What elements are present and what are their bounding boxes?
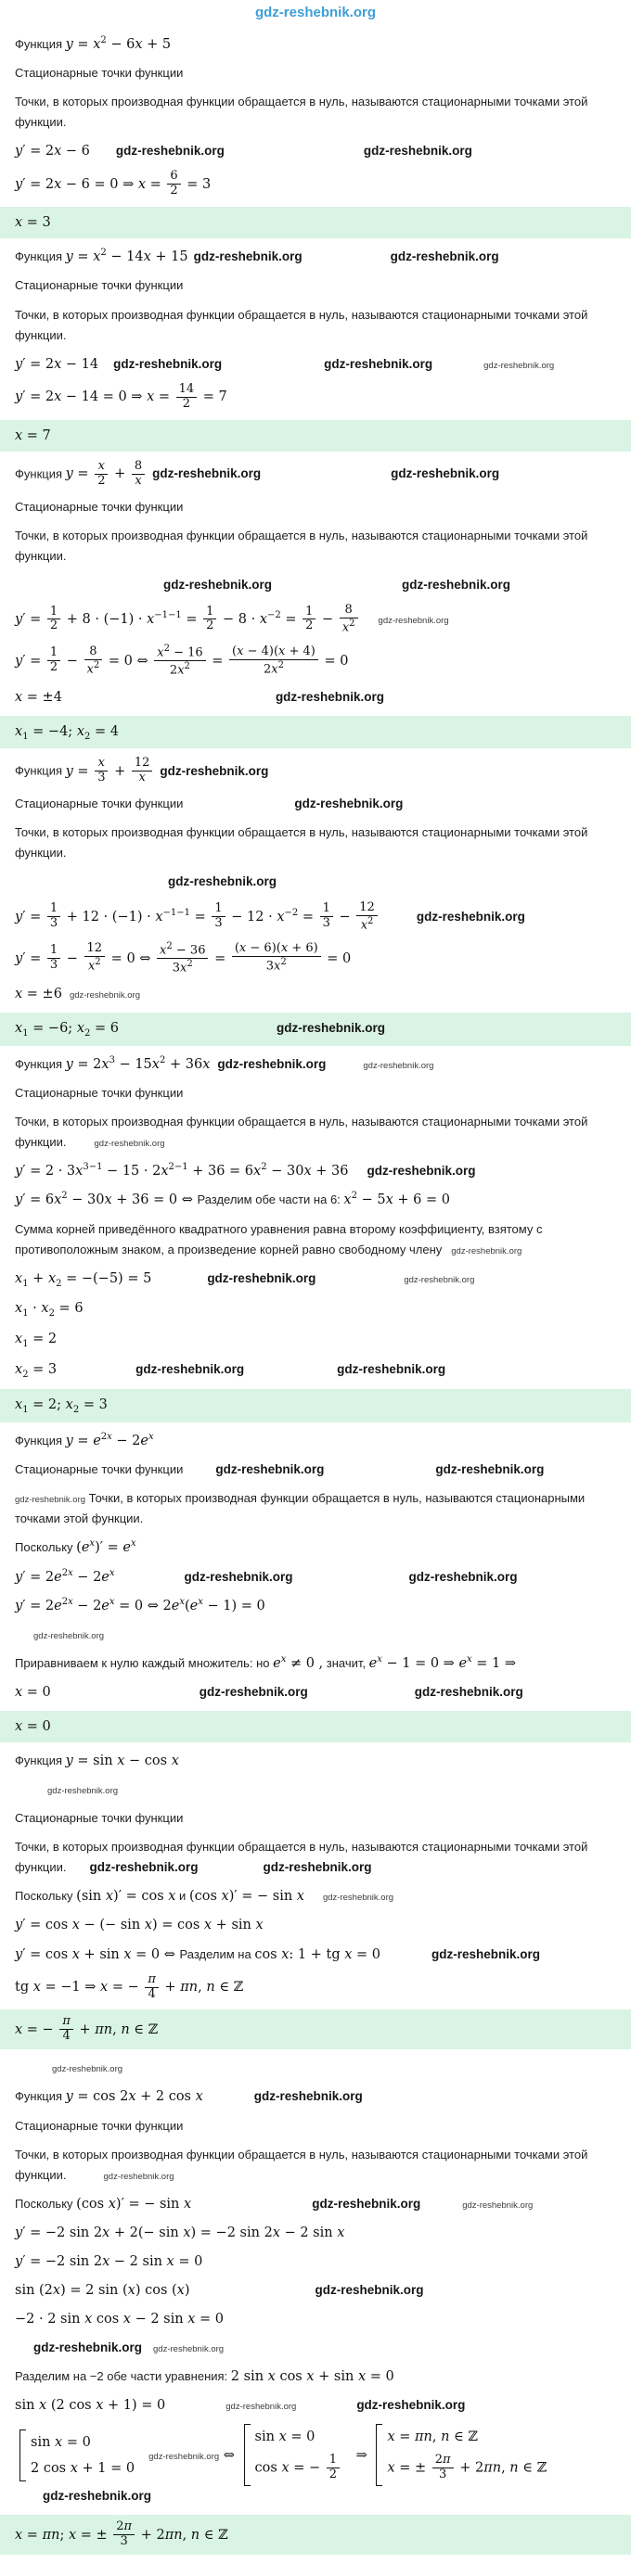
text: Функция <box>15 1753 66 1767</box>
doc-line <box>15 275 616 296</box>
doc-line <box>15 2251 616 2272</box>
text: Точки, в которых производная функции обращается в нуль, называются стационарными точками этой функции. <box>15 825 588 861</box>
watermark: gdz-reshebnik.org <box>324 356 433 371</box>
doc-line <box>15 757 616 785</box>
document-body <box>15 34 616 2555</box>
watermark: gdz-reshebnik.org <box>168 874 277 889</box>
formula: sin (2x) = 2 sin (x) cos (x) <box>15 2282 190 2298</box>
watermark-small: gdz-reshebnik.org <box>462 2200 534 2211</box>
watermark: gdz-reshebnik.org <box>402 577 511 592</box>
text: Приравниваем к нулю каждый множитель: но <box>15 1655 274 1670</box>
text: Поскольку <box>15 2196 77 2211</box>
doc-line <box>15 2338 616 2358</box>
answer-line <box>0 2009 631 2049</box>
watermark: gdz-reshebnik.org <box>160 763 269 778</box>
formula: cos x: 1 + tg x = 0 <box>254 1946 381 1962</box>
watermark-small: gdz-reshebnik.org <box>33 1630 105 1641</box>
watermark: gdz-reshebnik.org <box>312 2196 421 2211</box>
text: Стационарные точки функции <box>15 1462 184 1477</box>
formula: x = 0 <box>15 1718 51 1734</box>
formula: y = sin x − cos x <box>65 1753 179 1768</box>
text: Точки, в которых производная функции обращается в нуль, называются стационарными точками этой функции. <box>15 1115 588 1150</box>
doc-line <box>15 2058 616 2078</box>
formula: $x_2 = 3$ <box>15 1361 58 1380</box>
answer-line <box>0 420 631 452</box>
doc-line <box>15 305 616 346</box>
watermark-small: gdz-reshebnik.org <box>225 2402 297 2413</box>
doc-line <box>15 460 616 489</box>
doc-line <box>15 941 616 976</box>
doc-line <box>15 1596 616 1616</box>
doc-line <box>15 1886 616 1906</box>
watermark: gdz-reshebnik.org <box>416 909 525 924</box>
watermark: gdz-reshebnik.org <box>337 1361 446 1376</box>
doc-line <box>15 1083 616 1103</box>
watermark: gdz-reshebnik.org <box>43 2489 152 2504</box>
text: Функция <box>15 37 66 51</box>
watermark-small: gdz-reshebnik.org <box>363 1061 434 1072</box>
watermark: gdz-reshebnik.org <box>356 2398 466 2413</box>
doc-line <box>15 1460 616 1480</box>
watermark-small: gdz-reshebnik.org <box>153 2344 225 2355</box>
doc-line <box>15 1537 616 1558</box>
watermark: gdz-reshebnik.org <box>184 1569 293 1584</box>
watermark-small: gdz-reshebnik.org <box>94 1139 165 1150</box>
watermark: gdz-reshebnik.org <box>217 1057 327 1072</box>
doc-line <box>15 1625 616 1645</box>
text: и <box>175 1889 189 1904</box>
answer-line <box>0 1389 631 1422</box>
formula: y′ = cos x − (− sin x) = cos x + sin x <box>15 1918 264 1933</box>
watermark-small: gdz-reshebnik.org <box>47 1786 119 1797</box>
doc-line <box>15 170 616 198</box>
text: Функция <box>15 763 66 778</box>
doc-line <box>15 901 616 933</box>
text: Точки, в которых производная функции обращается в нуль, называются стационарными точками этой функции. <box>15 2147 588 2182</box>
formula: $e^x - 1 = 0$ ⇒ $e^x = 1$ ⇒ <box>368 1653 517 1671</box>
watermark-small: gdz-reshebnik.org <box>451 1245 522 1256</box>
watermark: gdz-reshebnik.org <box>215 1462 325 1477</box>
watermark-small: gdz-reshebnik.org <box>322 1893 394 1904</box>
formula: $x_1 = -6$; $x_2 = 6$ <box>15 1021 119 1039</box>
text: Разделим на −2 обе части уравнения: <box>15 2369 231 2384</box>
formula: ⇔ sin x = 0 cos x = − $\frac{1}{2}$ ⇒ x = πn, n ∈ ℤ x = ± $\frac{2\pi}{3}$ + 2πn, n ∈ ℤ <box>219 2448 557 2463</box>
doc-line <box>15 247 616 267</box>
answer-line <box>0 2515 631 2555</box>
watermark: gdz-reshebnik.org <box>89 1860 199 1875</box>
text: Функция <box>15 1057 66 1072</box>
watermark: gdz-reshebnik.org <box>193 249 303 264</box>
formula: (cos x)′ = − sin x <box>188 1889 304 1905</box>
doc-line <box>15 141 616 161</box>
watermark: gdz-reshebnik.org <box>275 689 384 704</box>
site-watermark-link[interactable]: gdz-reshebnik.org <box>254 5 376 20</box>
formula: y′ = −2 sin 2x − 2 sin x = 0 <box>15 2253 203 2269</box>
text: Поскольку <box>15 1889 77 1904</box>
doc-line <box>15 1653 616 1674</box>
formula: $y' = 2e^{2x} - 2e^x = 0$ ⇔ $2e^x(e^x - 1) = 0$ <box>15 1596 265 1613</box>
watermark-small: gdz-reshebnik.org <box>52 2064 123 2075</box>
doc-line <box>15 1298 616 1320</box>
doc-line <box>15 1329 616 1351</box>
text: Стационарные точки функции <box>15 1811 184 1826</box>
text: Поскольку <box>15 1540 77 1555</box>
formula: y′ = 2x − 6 = 0 ⇒ x = $\frac{6}{2}$ = 3 <box>15 169 212 198</box>
doc-line <box>15 644 616 679</box>
doc-line <box>15 2309 616 2329</box>
answer-line <box>0 1711 631 1742</box>
text: Стационарные точки функции <box>15 1086 184 1101</box>
formula: x = ±6 <box>15 987 62 1002</box>
watermark: gdz-reshebnik.org <box>431 1946 541 1961</box>
watermark: gdz-reshebnik.org <box>207 1270 316 1285</box>
doc-line <box>15 604 616 635</box>
watermark: gdz-reshebnik.org <box>163 577 273 592</box>
formula: $e^x \ne 0$ , <box>273 1653 324 1671</box>
formula: $x_1 + x_2 = -(-5) = 5$ <box>15 1270 152 1289</box>
text: Стационарные точки функции <box>15 499 184 514</box>
formula: $(e^x)' = e^x$ <box>76 1538 136 1556</box>
doc-line <box>15 1054 616 1075</box>
text: Точки, в которых производная функции обращается в нуль, называются стационарными точками этой функции. <box>15 95 588 130</box>
answer-line <box>0 1013 631 1046</box>
doc-line <box>15 2424 616 2506</box>
watermark: gdz-reshebnik.org <box>253 2089 363 2104</box>
formula: y′ = $\frac{1}{3}$ + $12 \cdot (-1) \cdot x^{-1-1}$ = $\frac{1}{3}$ − $12 \cdot x^{-2}$ = $\frac{1}{3}$ − $\frac{12}{x^2}$ <box>15 910 380 925</box>
doc-line <box>15 1567 616 1588</box>
watermark: gdz-reshebnik.org <box>33 2340 143 2355</box>
doc-line <box>15 2194 616 2214</box>
doc-line <box>15 2223 616 2243</box>
doc-line <box>15 1112 616 1153</box>
formula: x = 7 <box>15 427 51 443</box>
doc-line <box>15 687 616 708</box>
formula: $x_1 = 2$; $x_2 = 3$ <box>15 1397 108 1416</box>
formula: y′ = $\frac{1}{2}$ + $8 \cdot (-1) \cdot x^{-1-1}$ = $\frac{1}{2}$ − $8 \cdot x^{-2}$ = $\frac{1}{2}$ − $\frac{8}{x^2}$ <box>15 612 360 627</box>
answer-line <box>0 716 631 749</box>
doc-line <box>15 2145 616 2186</box>
formula: sin x = 0 2 cos x + 1 = 0 <box>15 2448 145 2463</box>
formula: x = 3 <box>15 215 51 231</box>
text: Стационарные точки функции <box>15 278 184 293</box>
doc-line <box>15 354 616 375</box>
doc-line <box>15 1973 616 2002</box>
watermark: gdz-reshebnik.org <box>435 1462 545 1477</box>
formula: $y = e^{2x} - 2e^x$ <box>65 1432 154 1449</box>
watermark: gdz-reshebnik.org <box>390 249 499 264</box>
text: Разделим на <box>179 1946 255 1961</box>
doc-line <box>15 1751 616 1771</box>
watermark-small: gdz-reshebnik.org <box>148 2451 220 2462</box>
formula: (sin x)′ = cos x <box>76 1889 176 1905</box>
doc-line <box>15 383 616 412</box>
watermark: gdz-reshebnik.org <box>414 1684 523 1699</box>
doc-line <box>15 1808 616 1829</box>
text: Точки, в которых производная функции обращается в нуль, называются стационарными точками этой функции. <box>15 1840 588 1875</box>
doc-line <box>15 497 616 517</box>
doc-line <box>15 1837 616 1878</box>
doc-line <box>15 1219 616 1260</box>
doc-line <box>15 575 616 595</box>
text: Сумма корней приведённого квадратного уравнения равна второму коэффициенту, взятому с противоположным знаком, а произведение корней равно свободному члену <box>15 1221 543 1256</box>
watermark: gdz-reshebnik.org <box>367 1164 476 1179</box>
formula: $y' = 2 \cdot 3x^{3-1} - 15 \cdot 2x^{2-1} + 36 = 6x^2 - 30x + 36$ <box>15 1162 349 1180</box>
watermark: gdz-reshebnik.org <box>294 797 404 811</box>
doc-line <box>15 34 616 55</box>
doc-line <box>15 1779 616 1800</box>
formula: $y = x^2 - 14x + 15$ <box>65 248 188 265</box>
doc-line <box>15 1682 616 1702</box>
watermark: gdz-reshebnik.org <box>408 1569 518 1584</box>
doc-line <box>15 2116 616 2136</box>
formula: x = ±4 <box>15 689 62 705</box>
doc-line <box>15 1359 616 1382</box>
watermark-small: gdz-reshebnik.org <box>69 990 140 1001</box>
formula: x = 0 <box>15 1684 51 1700</box>
watermark: gdz-reshebnik.org <box>263 1860 372 1875</box>
doc-line <box>15 872 616 892</box>
formula: y′ = $\frac{1}{2}$ − $\frac{8}{x^2}$ = 0 ⇔ $\frac{x^2 - 16}{2x^2}$ = $\frac{(x - 4)(x + 4)}{2x^2}$ = 0 <box>15 644 349 678</box>
formula: $x_1 = -4$; $x_2 = 4$ <box>15 723 119 742</box>
formula: −2 · 2 sin x cos x − 2 sin x = 0 <box>15 2312 224 2327</box>
formula: y′ = −2 sin 2x + 2(− sin x) = −2 sin 2x − 2 sin x <box>15 2225 345 2240</box>
doc-line <box>15 1915 616 1935</box>
watermark: gdz-reshebnik.org <box>113 356 223 371</box>
doc-line <box>15 823 616 863</box>
formula: x = πn; x = ± $\frac{2\pi}{3}$ + 2πn, n ∈ ℤ <box>15 2519 228 2549</box>
formula: $x_1 \cdot x_2 = 6$ <box>15 1301 84 1320</box>
formula: y′ = $\frac{1}{3}$ − $\frac{12}{x^2}$ = 0 ⇔ $\frac{x^2 - 36}{3x^2}$ = $\frac{(x - 6)(x + 6)}{3x^2}$ = 0 <box>15 940 352 976</box>
doc-line <box>15 984 616 1004</box>
doc-line <box>15 2366 616 2387</box>
formula: sin x (2 cos x + 1) = 0 <box>15 2398 166 2414</box>
watermark: gdz-reshebnik.org <box>363 144 472 159</box>
doc-line <box>15 1945 616 1965</box>
text: Функция <box>15 249 66 264</box>
watermark: gdz-reshebnik.org <box>315 2282 424 2297</box>
formula: y′ = 2x − 14 <box>15 356 99 372</box>
watermark-small: gdz-reshebnik.org <box>15 1495 86 1506</box>
watermark-small: gdz-reshebnik.org <box>103 2171 174 2182</box>
formula: y = cos 2x + 2 cos x <box>65 2089 203 2105</box>
text: Стационарные точки функции <box>15 66 184 81</box>
watermark: gdz-reshebnik.org <box>135 1361 245 1376</box>
text: Функция <box>15 2089 66 2104</box>
doc-line <box>15 63 616 83</box>
doc-line <box>15 1488 616 1529</box>
formula: y = $\frac{x}{3}$ + $\frac{12}{x}$ <box>66 764 155 779</box>
text: Функция <box>15 1434 66 1448</box>
doc-line <box>15 2395 616 2416</box>
doc-line <box>15 92 616 133</box>
doc-line <box>15 2086 616 2107</box>
text: Точки, в которых производная функции обращается в нуль, называются стационарными точками этой функции. <box>15 307 588 342</box>
watermark: gdz-reshebnik.org <box>152 466 262 481</box>
text: Функция <box>15 466 66 481</box>
doc-line <box>15 1431 616 1451</box>
watermark: gdz-reshebnik.org <box>199 1684 308 1699</box>
formula: y′ = 2x − 6 <box>15 144 90 159</box>
text: Точки, в которых производная функции обращается в нуль, называются стационарными точками этой функции. <box>15 1491 586 1526</box>
formula: x = − $\frac{\pi}{4}$ + πn, n ∈ ℤ <box>15 2014 159 2044</box>
answer-line <box>0 207 631 238</box>
text: Стационарные точки функции <box>15 2118 184 2133</box>
formula: y = $\frac{x}{2}$ + $\frac{8}{x}$ <box>66 466 148 481</box>
formula: $y' = 2e^{2x} - 2e^x$ <box>15 1567 115 1585</box>
text: Стационарные точки функции <box>15 797 184 811</box>
doc-line <box>15 1190 616 1210</box>
watermark-small: gdz-reshebnik.org <box>404 1274 475 1285</box>
text: Разделим обе части на 6: <box>197 1192 344 1207</box>
watermark: gdz-reshebnik.org <box>391 466 500 481</box>
doc-line <box>15 1161 616 1181</box>
formula: (cos x)′ = − sin x <box>76 2196 192 2212</box>
watermark-small: gdz-reshebnik.org <box>483 360 555 371</box>
formula: 2 sin x cos x + sin x = 0 <box>230 2369 394 2385</box>
text: значит, <box>323 1655 369 1670</box>
doc-line <box>15 2280 616 2301</box>
text: Точки, в которых производная функции обращается в нуль, называются стационарными точками этой функции. <box>15 528 588 563</box>
formula: $x_1 = 2$ <box>15 1332 58 1349</box>
watermark: gdz-reshebnik.org <box>276 1021 385 1036</box>
formula: $y' = 6x^2 - 30x + 36 = 0$ ⇔ <box>15 1191 198 1208</box>
doc-line <box>15 1269 616 1291</box>
watermark: gdz-reshebnik.org <box>115 144 225 159</box>
formula: $y = 2x^3 - 15x^2 + 36x$ <box>65 1055 211 1073</box>
formula: y′ = 2x − 14 = 0 ⇒ x = $\frac{14}{2}$ = 7 <box>15 381 227 411</box>
doc-line <box>15 526 616 567</box>
formula: y′ = cos x + sin x = 0 ⇔ <box>15 1946 180 1962</box>
formula: tg x = −1 ⇒ x = − $\frac{\pi}{4}$ + πn, n ∈ ℤ <box>15 1971 244 2001</box>
watermark-small: gdz-reshebnik.org <box>378 615 449 626</box>
formula: $y = x^2 - 6x + 5$ <box>65 35 172 52</box>
formula: $x^2 - 5x + 6 = 0$ <box>343 1191 450 1208</box>
doc-line <box>15 794 616 814</box>
